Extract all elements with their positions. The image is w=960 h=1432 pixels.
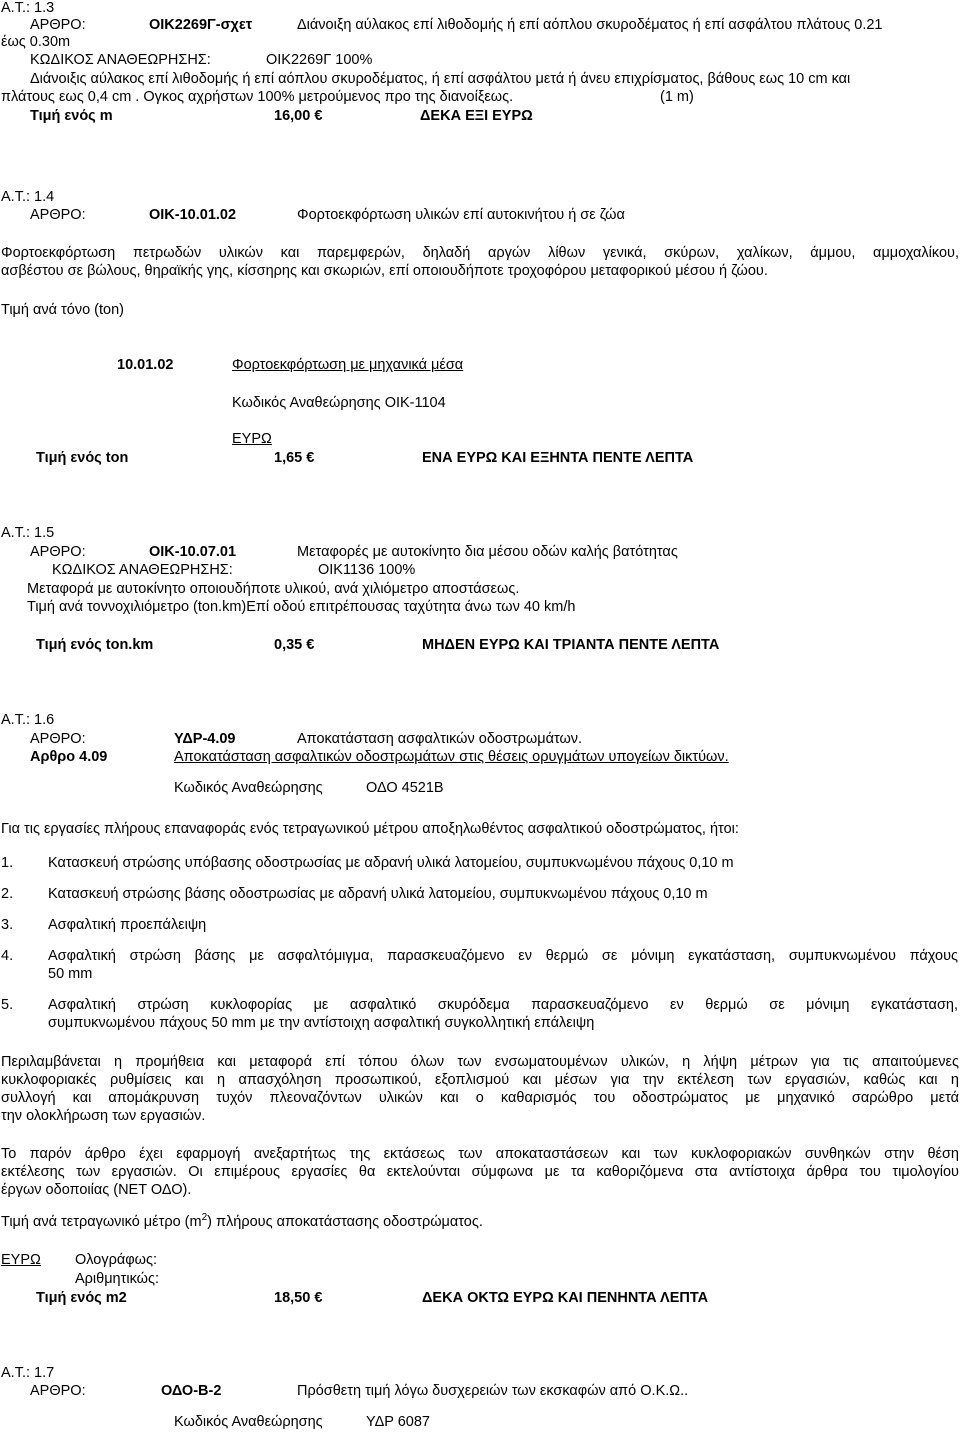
at-1-3: Α.Τ.: 1.3 <box>1 0 55 16</box>
description-line: Μεταφορά με αυτοκίνητο οποιουδήποτε υλικού, ανά χιλιόμετρο αποστάσεως. <box>27 581 520 597</box>
description-line: Φορτοεκφόρτωση πετρωδών υλικών και παρεμφερών, δηλαδή αργών λίθων γενικά, σκύρων, χαλίκων, άμμου, αμμοχαλίκου, <box>1 245 959 261</box>
arthro-label: ΑΡΘΡΟ: <box>30 544 86 560</box>
euro-icon: € <box>314 1290 323 1306</box>
revision-code-label: Κωδικός Αναθεώρησης <box>174 1414 323 1430</box>
revision-code-value: ΥΔΡ 6087 <box>366 1414 430 1430</box>
list-item-number: 2. <box>1 886 14 902</box>
price-words: ΕΝΑ ΕΥΡΩ ΚΑΙ ΕΞΗΝΤΑ ΠΕΝΤΕ ΛΕΠΤΑ <box>422 450 694 466</box>
price-label: Τιμή ενός ton <box>36 450 129 466</box>
paragraph-line: έργων οδοποιίας (ΝΕΤ ΟΔΟ). <box>1 1182 192 1198</box>
paragraph-line: Περιλαμβάνεται η προμήθεια και μεταφορά επί τόπου όλων των ενσωματουμένων υλικών, η λήψη μέτρων για τις απαιτούμενες <box>1 1054 959 1070</box>
arthro-code: ΟΔΟ-Β-2 <box>161 1383 222 1399</box>
list-item: Ασφαλτική στρώση βάσης με ασφαλτόμιγμα, παρασκευαζόμενο εν θερμώ σε μόνιμη εγκατάσταση, συμπυκνωμένου πάχους <box>48 948 958 964</box>
list-item-number: 4. <box>1 948 14 964</box>
revision-code-value: ΟΙΚ1136 100% <box>318 562 416 578</box>
price-value: 18,50 € <box>274 1290 323 1306</box>
revision-code-label: ΚΩΔΙΚΟΣ ΑΝΑΘΕΩΡΗΣΗΣ: <box>30 52 211 68</box>
arthro-label: ΑΡΘΡΟ: <box>30 207 86 223</box>
description-line: Τιμή ανά τοννοχιλιόμετρο (ton.km)Επί οδού επιτρέπουσας ταχύτητα άνω των 40 km/h <box>27 599 576 615</box>
price-value: 16,00 € <box>274 108 323 124</box>
arthro-code: ΟΙΚ-10.01.02 <box>149 207 237 223</box>
arthro-title: Πρόσθετη τιμή λόγω δυσχερειών των εκσκαφών από Ο.Κ.Ω.. <box>297 1383 689 1399</box>
price-label: Τιμή ενός ton.km <box>36 637 154 653</box>
price-words: ΔΕΚΑ ΟΚΤΩ ΕΥΡΩ ΚΑΙ ΠΕΝΗΝΤΑ ΛΕΠΤΑ <box>422 1290 709 1306</box>
euro-icon: € <box>314 108 323 124</box>
list-item: Ασφαλτική στρώση κυκλοφορίας με ασφαλτικό σκυρόδεμα παρασκευαζόμενο εν θερμώ σε μόνιμη εγκατάσταση, <box>48 997 958 1013</box>
at-1-5: Α.Τ.: 1.5 <box>1 525 55 541</box>
arthro-title-cont: έως 0.30m <box>1 34 71 50</box>
list-item-number: 5. <box>1 997 14 1013</box>
per-unit-label: Τιμή ανά τετραγωνικό μέτρο $(m^2)$ πλήρους αποκατάστασης οδοστρώματος. <box>1 1212 483 1230</box>
price-value: 0,35 € <box>274 637 315 653</box>
arthro2-title: Αποκατάσταση ασφαλτικών οδοστρωμάτων στις θέσεις ορυγμάτων υπογείων δικτύων. <box>174 749 729 765</box>
paragraph-line: Το παρόν άρθρο έχει εφαρμογή ανεξαρτήτως της εκτάσεως των αποκαταστάσεων και των κυκλοφοριακών συνθηκών στην θέση <box>1 1146 959 1162</box>
revision-code: Κωδικός Αναθεώρησης ΟΙΚ-1104 <box>232 395 446 411</box>
euro-icon: € <box>306 450 315 466</box>
arthro-label: ΑΡΘΡΟ: <box>30 17 86 33</box>
intro-text: Για τις εργασίες πλήρους επαναφοράς ενός τετραγωνικού μέτρου αποξηλωθέντος ασφαλτικού οδοστρώματος, ήτοι: <box>1 821 739 837</box>
revision-code-label: ΚΩΔΙΚΟΣ ΑΝΑΘΕΩΡΗΣΗΣ: <box>52 562 233 578</box>
at-1-4: Α.Τ.: 1.4 <box>1 189 55 205</box>
arthro-code: ΟΙΚ-10.07.01 <box>149 544 237 560</box>
paragraph-line: κυκλοφοριακές ρυθμίσεις και η απασχόληση προσωπικού, εξοπλισμού και μέσων για την εκτέλεση των εργασιών, καθώς και η <box>1 1072 959 1088</box>
description-line: Διάνοιξις αύλακος επί λιθοδομής ή επί αόπλου σκυροδέματος, ή επί ασφάλτου μετά ή άνευ επιχρίσματος, βάθους εως 10 cm και <box>30 71 851 87</box>
price-label: Τιμή ενός m2 <box>36 1290 127 1306</box>
unit-label: (1 m) <box>660 89 694 105</box>
list-item-number: 1. <box>1 855 14 871</box>
price-value: 1,65 € <box>274 450 315 466</box>
price-words: ΜΗΔΕΝ ΕΥΡΩ ΚΑΙ ΤΡΙΑΝΤΑ ΠΕΝΤΕ ΛΕΠΤΑ <box>422 637 720 653</box>
arthro-label: ΑΡΘΡΟ: <box>30 1383 86 1399</box>
euro-label: ΕΥΡΩ <box>1 1252 41 1268</box>
arthro-title: Μεταφορές με αυτοκίνητο δια μέσου οδών καλής βατότητας <box>297 544 678 560</box>
paragraph-line: εκτέλεσης των εργασιών. Οι επιμέρους εργασίες θα εκτελούνται σύμφωνα με τα καθοριζόμενα στα αντίστοιχα άρθρα του τιμολογίου <box>1 1164 959 1180</box>
arthro-label: ΑΡΘΡΟ: <box>30 731 86 747</box>
list-item: Κατασκευή στρώσης βάσης οδοστρωσίας με αδρανή υλικά λατομείου, συμπυκνωμένου πάχους 0,10 m <box>48 886 708 902</box>
arthro-title: Φορτοεκφόρτωση υλικών επί αυτοκινήτου ή σε ζώα <box>297 207 625 223</box>
arthro-title: Διάνοιξη αύλακος επί λιθοδομής ή επί αόπλου σκυροδέματος ή επί ασφάλτου πλάτους 0.21 <box>297 17 883 33</box>
paragraph-line: συλλογή και απομάκρυνση τυχόν πλεοναζόντων υλικών και ο καθαρισμός του οδοστρώματος με μηχανικό σαρώθρο μετά <box>1 1090 959 1106</box>
olografos-label: Ολογράφως: <box>75 1252 157 1268</box>
price-words: ΔΕΚΑ ΕΞΙ ΕΥΡΩ <box>420 108 533 124</box>
per-unit-label: Τιμή ανά τόνο (ton) <box>1 302 124 318</box>
list-item: Ασφαλτική προεπάλειψη <box>48 917 207 933</box>
revision-code-value: ΟΙΚ2269Γ 100% <box>266 52 373 68</box>
arthro-code: ΥΔΡ-4.09 <box>174 731 236 747</box>
euro-icon: € <box>306 637 315 653</box>
arthro-code: ΟΙΚ2269Γ-σχετ <box>149 17 253 33</box>
description-line: πλάτους εως 0,4 cm . Ογκος αχρήστων 100% μετρούμενος προ της διανοίξεως. <box>1 89 514 105</box>
revision-code-value: ΟΔΟ 4521Β <box>366 780 444 796</box>
at-1-7: Α.Τ.: 1.7 <box>1 1365 55 1381</box>
list-item-cont: 50 mm <box>48 966 93 982</box>
arthro-title: Αποκατάσταση ασφαλτικών οδοστρωμάτων. <box>297 731 583 747</box>
sub-title: Φορτοεκφόρτωση με μηχανικά μέσα <box>232 357 464 373</box>
arthro2-label: Αρθρο 4.09 <box>30 749 108 765</box>
paragraph-line: την ολοκλήρωση των εργασιών. <box>1 1108 206 1124</box>
list-item-cont: συμπυκνωμένου πάχους 50 mm με την αντίστοιχη ασφαλτική συγκολλητική επάλειψη <box>48 1015 595 1031</box>
price-label: Τιμή ενός m <box>30 108 113 124</box>
arithmitikos-label: Αριθμητικώς: <box>75 1271 159 1287</box>
description-line: ασβέστου σε βώλους, θηραϊκής γης, κίσσηρης και σκωριών, επί οποιουδήποτε τροχοφόρου μεταφορικού μέσου ή ζώου. <box>1 263 768 279</box>
euro-label: ΕΥΡΩ <box>232 431 272 447</box>
revision-code-label: Κωδικός Αναθεώρησης <box>174 780 323 796</box>
sub-code: 10.01.02 <box>117 357 174 373</box>
at-1-6: Α.Τ.: 1.6 <box>1 712 55 728</box>
list-item-number: 3. <box>1 917 14 933</box>
list-item: Κατασκευή στρώσης υπόβασης οδοστρωσίας με αδρανή υλικά λατομείου, συμπυκνωμένου πάχους 0,10 m <box>48 855 734 871</box>
